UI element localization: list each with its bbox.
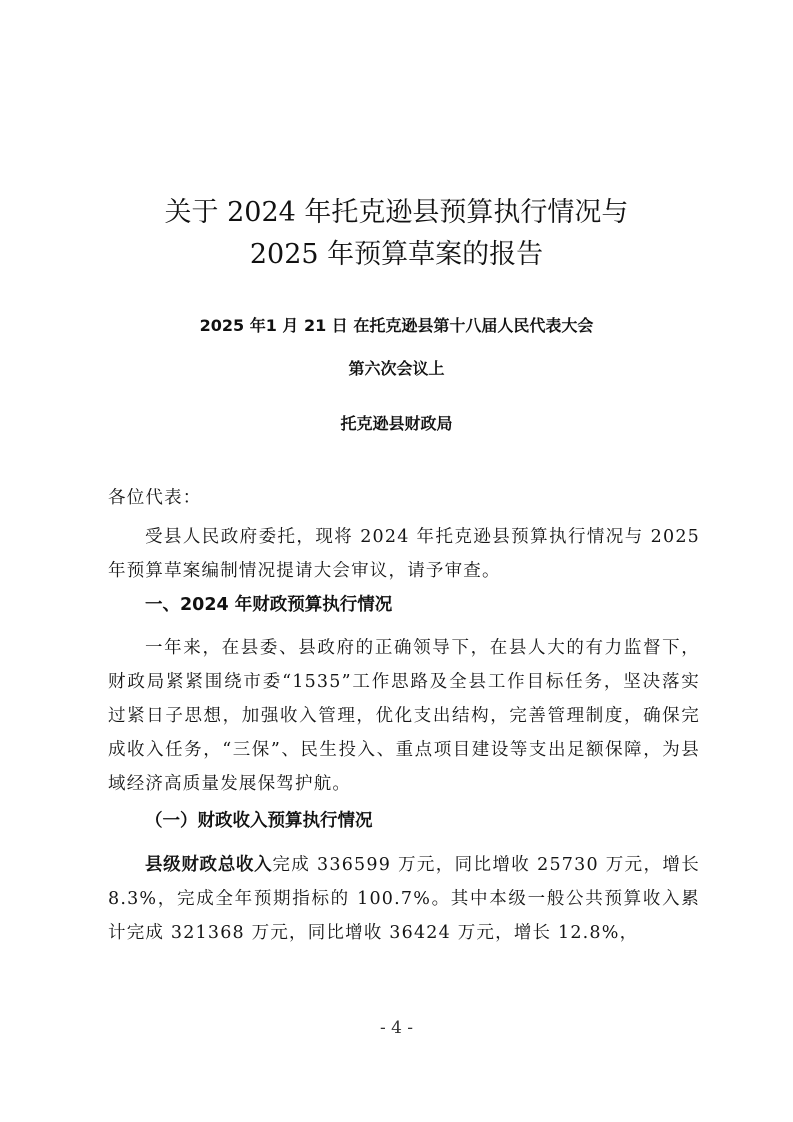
section-1-paragraph: 一年来，在县委、县政府的正确领导下，在县人大的有力监督下，财政局紧紧围绕市委“1535”工作思路及全县工作目标任务，坚决落实过紧日子思想，加强收入管理，优化支出结构，完善管理制度，确保完成收入任务，“三保”、民生投入、重点项目建设等支出足额保障，为县域经济高质量发展保驾护航。 — [108, 638, 700, 794]
report-title-line-2: 2025 年预算草案的报告 — [249, 239, 544, 270]
section-heading-1: 一、2024 年财政预算执行情况 — [145, 595, 393, 615]
salutation: 各位代表： — [108, 488, 202, 508]
meeting-date-venue-line-1: 2025 年1 月 21 日 在托克逊县第十八届人民代表大会 — [199, 316, 594, 335]
meeting-date-venue-line-2: 第六次会议上 — [348, 359, 445, 378]
page-number: - 4 - — [379, 1018, 414, 1038]
subsection-heading-revenue: （一）财政收入预算执行情况 — [145, 811, 373, 831]
revenue-paragraph-lead: 县级财政总收入 — [145, 855, 273, 875]
revenue-paragraph-text: 完成 336599 万元，同比增收 25730 万元，增长 8.3%，完成全年预期指标的 100.7%。其中本级一般公共预算收入累计完成 321368 万元，同比增收 36424 万元，增长 12.8%， — [108, 855, 701, 943]
revenue-paragraph — [108, 848, 700, 950]
intro-paragraph: 受县人民政府委托，现将 2024 年托克逊县预算执行情况与 2025 年预算草案编制情况提请大会审议，请予审查。 — [108, 527, 700, 581]
report-author: 托克逊县财政局 — [340, 414, 453, 433]
report-title-line-1: 关于 2024 年托克逊县预算执行情况与 — [164, 197, 629, 228]
